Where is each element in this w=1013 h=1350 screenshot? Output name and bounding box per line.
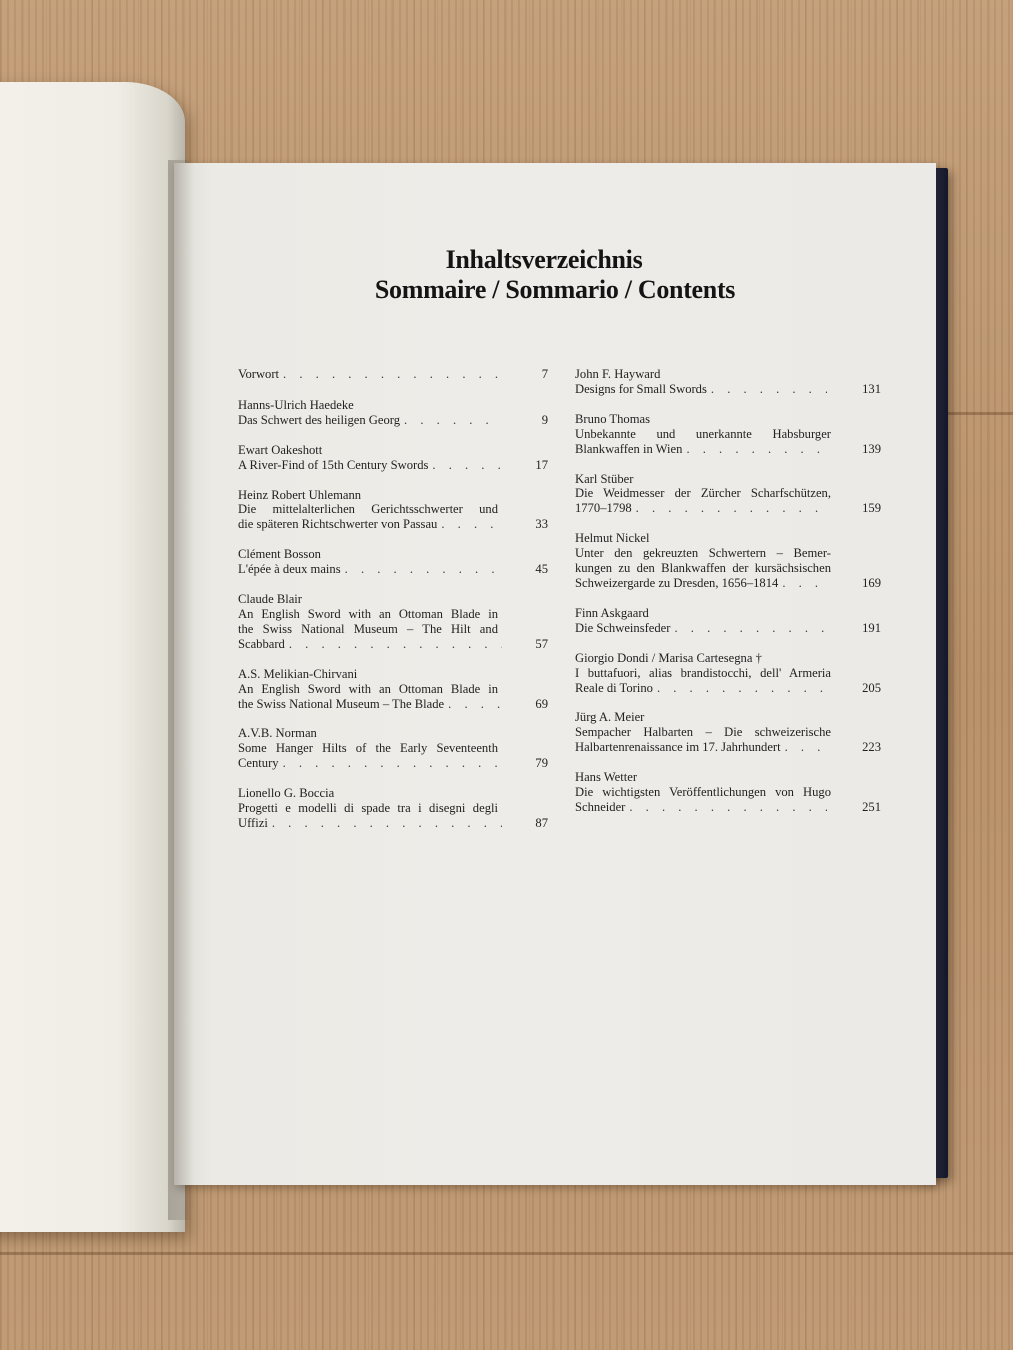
toc-title-last-line [575, 576, 881, 591]
toc-page-number: 7 [541, 367, 548, 381]
toc-author: Lionello G. Boccia [238, 786, 335, 801]
toc-leader-dots [404, 413, 502, 428]
toc-title-last-line [238, 756, 548, 771]
toc-title-last-line [238, 458, 548, 473]
toc-title-line: Sempacher Halbarten – Die schweizerische [575, 725, 831, 740]
toc-title-text: Blankwaffen in Wien [575, 441, 683, 456]
toc-title-text: Scabbard [238, 636, 285, 651]
toc-title-line: the Swiss National Museum – The Hilt and [238, 621, 498, 636]
toc-entry [238, 786, 548, 831]
toc-page-number: 223 [862, 740, 881, 755]
toc-page-number: 87 [535, 815, 548, 830]
toc-title-text: Die Schweinsfeder [575, 620, 671, 635]
toc-title-last-line [575, 382, 881, 397]
toc-entry [575, 770, 881, 815]
toc-entry [238, 592, 548, 652]
toc-page-number: 131 [862, 381, 881, 396]
toc-page-number: 169 [862, 575, 881, 590]
toc-leader-dots [674, 621, 827, 636]
toc-author: Bruno Thomas [575, 411, 650, 426]
toc-title-text: Schneider [575, 799, 626, 814]
toc-entry [575, 710, 881, 755]
toc-leader-dots [283, 367, 502, 382]
toc-title-last-line [238, 697, 548, 712]
toc-leader-dots [782, 576, 827, 591]
toc-title-last-line [575, 442, 881, 457]
toc-page-number: 251 [862, 799, 881, 814]
toc-leader-dots [636, 501, 827, 516]
toc-entry [238, 667, 548, 712]
toc-entry [575, 606, 881, 636]
toc-title-text: Reale di Torino [575, 680, 653, 695]
toc-page-number: 205 [862, 680, 881, 695]
toc-title-last-line [238, 816, 548, 831]
toc-title-text: Das Schwert des heiligen Georg [238, 412, 401, 427]
toc-entry [575, 651, 881, 696]
toc-title-last-line [238, 517, 548, 532]
toc-title-line: An English Sword with an Ottoman Blade in [238, 606, 498, 621]
toc-page-number: 57 [535, 636, 548, 651]
toc-title-text: Uffizi [238, 815, 268, 830]
toc-page-number: 9 [541, 412, 548, 427]
toc-leader-dots [711, 382, 827, 397]
toc-leader-dots [686, 442, 827, 457]
toc-entry [238, 488, 548, 533]
toc-entry [575, 367, 881, 397]
toc-page-number: 69 [535, 696, 548, 711]
toc-page-number: 79 [535, 756, 548, 771]
toc-leader-dots [448, 697, 502, 712]
toc-entry [238, 367, 548, 382]
toc-title-line: Some Hanger Hilts of the Early Seventeenth [238, 741, 498, 756]
toc-title-line: Die mittelalterlichen Gerichtsschwerter und [238, 502, 498, 517]
title-line-1: Inhaltsverzeichnis [445, 245, 643, 274]
toc-entry [575, 472, 881, 517]
toc-leader-dots [272, 816, 502, 831]
toc-author: A.V.B. Norman [238, 726, 317, 741]
toc-author: Claude Blair [238, 592, 303, 607]
toc-entry [238, 726, 548, 771]
toc-entry [575, 412, 881, 457]
toc-author: Karl Stüber [575, 471, 634, 486]
toc-title-text: Halbartenrenaissance im 17. Jahrhundert [575, 740, 781, 755]
toc-title-line: I buttafuori, alias brandistocchi, dell' Armeria [575, 665, 831, 680]
toc-author: Giorgio Dondi / Marisa Cartesegna † [575, 650, 762, 665]
toc-title-last-line [575, 501, 881, 516]
toc-title-line: Progetti e modelli di spade tra i disegni degli [238, 801, 498, 816]
toc-page-number: 33 [535, 517, 548, 532]
toc-page-number: 159 [862, 501, 881, 516]
toc-title-text: L'épée à deux mains [238, 562, 341, 577]
toc-title-last-line [238, 413, 548, 428]
toc-title-text: Century [238, 756, 279, 771]
toc-leader-dots [629, 800, 827, 815]
toc-title-text: the Swiss National Museum – The Blade [238, 696, 445, 711]
toc-entry [575, 531, 881, 591]
toc-leader-dots [785, 740, 827, 755]
toc-author: Ewart Oakeshott [238, 442, 323, 457]
toc-page-number: 17 [535, 457, 548, 472]
toc-title-line: Die Weidmesser der Zürcher Scharfschützen, [575, 486, 831, 501]
toc-title-text: Schweizergarde zu Dresden, 1656–1814 [575, 575, 779, 590]
toc-title-line: kungen zu den Blankwaffen der kursächsischen [575, 561, 831, 576]
toc-entry [238, 443, 548, 473]
toc-entry [238, 398, 548, 428]
toc-leader-dots [657, 681, 827, 696]
toc-author: Helmut Nickel [575, 531, 650, 546]
toc-page-number: 45 [535, 562, 548, 577]
toc-title-last-line [575, 621, 881, 636]
toc-author: Finn Askgaard [575, 605, 649, 620]
table-seam [0, 1252, 1013, 1255]
toc-author: Clément Bosson [238, 547, 321, 562]
book-gutter-shadow [168, 160, 194, 1220]
toc-title-line: Unter den gekreuzten Schwertern – Bemer- [575, 546, 831, 561]
toc-title-line: Die wichtigsten Veröffentlichungen von Hugo [575, 785, 831, 800]
toc-title-last-line [575, 740, 881, 755]
toc-title-last-line [575, 681, 881, 696]
toc-leader-dots [441, 517, 502, 532]
toc-author: John F. Hayward [575, 367, 661, 381]
toc-title-text: Designs for Small Swords [575, 381, 707, 396]
contents-column-left [238, 367, 548, 846]
contents-column-right [575, 367, 881, 830]
toc-title-text: A River-Find of 15th Century Swords [238, 457, 429, 472]
title-line-2: Sommaire / Sommario / Contents [374, 275, 736, 304]
toc-title-text: 1770–1798 [575, 501, 632, 516]
toc-author: A.S. Melikian-Chirvani [238, 666, 358, 681]
toc-title-text: Vorwort [238, 367, 280, 381]
toc-leader-dots [345, 562, 502, 577]
toc-author: Heinz Robert Uhlemann [238, 487, 362, 502]
toc-author: Hans Wetter [575, 770, 638, 785]
toc-title-last-line [238, 367, 548, 382]
toc-leader-dots [432, 458, 502, 473]
toc-title-last-line [238, 637, 548, 652]
page-title [174, 245, 936, 305]
toc-entry [238, 547, 548, 577]
toc-author: Jürg A. Meier [575, 710, 645, 725]
toc-title-line: An English Sword with an Ottoman Blade in [238, 681, 498, 696]
toc-title-last-line [238, 562, 548, 577]
toc-page-number: 191 [862, 620, 881, 635]
toc-page-number: 139 [862, 441, 881, 456]
toc-title-line: Unbekannte und unerkannte Habsburger [575, 426, 831, 441]
contents-page [174, 163, 936, 1185]
toc-title-last-line [575, 800, 881, 815]
toc-leader-dots [283, 756, 502, 771]
toc-title-text: die späteren Richtschwerter von Passau [238, 517, 438, 532]
toc-leader-dots [289, 637, 502, 652]
toc-author: Hanns-Ulrich Haedeke [238, 397, 354, 412]
